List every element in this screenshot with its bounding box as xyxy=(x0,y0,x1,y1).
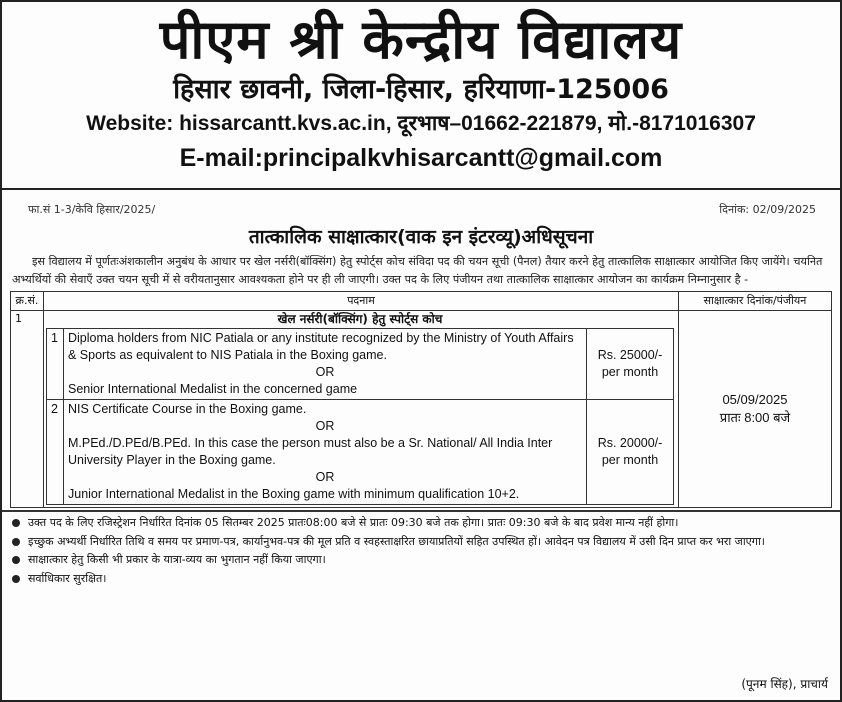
serial-cell: 1 xyxy=(11,311,44,508)
or-text: OR xyxy=(315,470,335,484)
note-text: सर्वाधिकार सुरक्षित। xyxy=(28,571,107,585)
notice-title: तात्कालिक साक्षात्कार(वाक इन इंटरव्यू)अधिसूचना xyxy=(248,226,594,248)
note-text: इच्छुक अभ्यर्थी निर्धारित तिथि व समय पर प्रमाण-पत्र, कार्यानुभव-पत्र की मूल प्रति व स्वहस्ताक्षरित छायाप्रतियों सहित उपस्थित हों। आवेदन पत्र विद्यालय में उसी दिन प्राप्त कर भरा जाएगा। xyxy=(28,534,765,548)
bullet-icon xyxy=(12,556,20,564)
table-row xyxy=(47,329,674,400)
pay-amount: Rs. 25000/- xyxy=(597,348,663,362)
pay-unit: per month xyxy=(601,453,659,467)
qualification-table xyxy=(46,328,674,505)
or-text: OR xyxy=(315,419,335,433)
bullet-icon xyxy=(12,519,20,527)
intro-paragraph: इस विद्यालय में पूर्णतःअंशकालीन अनुबंध के आधार पर खेल नर्सरी(बॉक्सिंग) हेतु स्पोर्ट्स कोच संविदा पद की चयन सूची (पैनल) तैयार करने हेतु तात्कालिक साक्षात्कार आयोजित किए जायेंगे। चयनित अभ्यर्थियों की सेवाएँ उक्त चयन सूची में से वरीयतानुसार आवश्यकता होने पर ही ली जाएगी। उक्त पद के लिए पंजीयन तथा तात्कालिक साक्षात्कार आयोजन का कार्यक्रम निम्नानुसार है - xyxy=(12,255,823,286)
school-address: हिसार छावनी, जिला-हिसार, हरियाणा-125006 xyxy=(173,74,669,105)
col-serial: क्र.सं. xyxy=(11,292,44,311)
qualification-text: Junior International Medalist in the Boxing game with minimum qualification 10+2. xyxy=(68,487,520,501)
signature: (पूनम सिंह), प्राचार्य xyxy=(741,677,828,691)
email-line: E-mail:principalkvhisarcantt@gmail.com xyxy=(179,144,663,172)
or-text: OR xyxy=(315,365,335,379)
pay-unit: per month xyxy=(601,365,659,379)
option-number: 2 xyxy=(47,400,64,505)
school-name: पीएम श्री केन्द्रीय विद्यालय xyxy=(159,8,683,71)
notes-list xyxy=(2,510,840,588)
col-interview: साक्षात्कार दिनांक/पंजीयन xyxy=(679,292,832,311)
qualification-text: Senior International Medalist in the concerned game xyxy=(68,382,358,396)
col-post: पदनाम xyxy=(44,292,679,311)
post-name: खेल नर्सरी(बॉक्सिंग) हेतु स्पोर्ट्स कोच xyxy=(277,312,443,326)
bullet-icon xyxy=(12,538,20,546)
list-item xyxy=(12,570,832,589)
vacancy-table xyxy=(10,291,832,508)
qualification-text: M.PEd./D.PEd/B.PEd. In this case the person must also be a Sr. National/ All India Inter University Player in the Boxing game. xyxy=(68,436,553,467)
notice-date: दिनांक: 02/09/2025 xyxy=(719,203,816,216)
qualification-text: Diploma holders from NIC Patiala or any institute recognized by the Ministry of Youth Affairs & Sports as equivalent to NIS Patiala in the Boxing game. xyxy=(68,331,574,362)
list-item xyxy=(12,551,832,570)
interview-schedule xyxy=(679,311,832,508)
reference-number: फा.सं 1-3/केवि हिसार/2025/ xyxy=(28,203,156,216)
letterhead xyxy=(2,2,840,190)
contact-line: Website: hissarcantt.kvs.ac.in, दूरभाष–01662-221879, मो.-8171016307 xyxy=(86,112,756,135)
pay-amount: Rs. 20000/- xyxy=(597,436,663,450)
note-text: साक्षात्कार हेतु किसी भी प्रकार के यात्रा-व्यय का भुगतान नहीं किया जाएगा। xyxy=(28,553,326,566)
list-item xyxy=(12,533,832,552)
note-text: उक्त पद के लिए रजिस्ट्रेशन निर्धारित दिनांक 05 सितम्बर 2025 प्रातः08:00 बजे से प्रातः 09:30 बजे तक होगा। प्रातः 09:30 बजे के बाद प्रवेश मान्य नहीं होगा। xyxy=(28,516,679,529)
interview-time: प्रातः 8:00 बजे xyxy=(719,410,791,425)
interview-date: 05/09/2025 xyxy=(722,392,788,407)
qualification-text: NIS Certificate Course in the Boxing game. xyxy=(68,402,307,416)
option-number: 1 xyxy=(47,329,64,400)
table-row xyxy=(47,400,674,505)
bullet-icon xyxy=(12,575,20,583)
list-item xyxy=(12,514,832,533)
